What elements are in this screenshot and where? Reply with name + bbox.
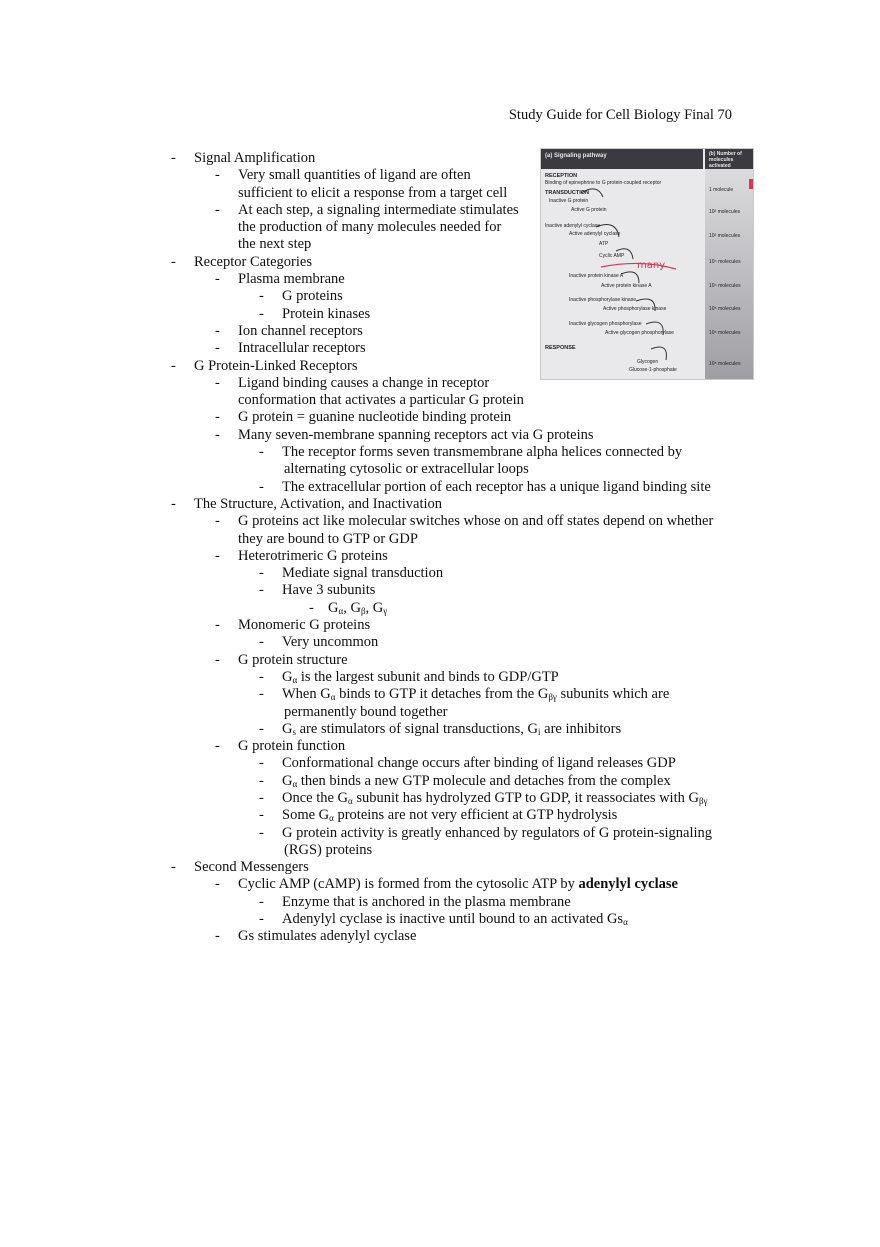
bullet-dash: - <box>215 374 220 391</box>
outline-text: Second Messengers <box>194 859 309 876</box>
figure-label: Active protein kinase A <box>601 283 652 289</box>
figure-count: 10² molecules <box>709 233 741 239</box>
outline-item <box>171 634 741 651</box>
outline-text: Once the $G_\alpha$ subunit has hydrolyzed GTP to GDP, it reassociates with $G_{\beta\gamma}$ <box>282 789 708 806</box>
outline-text: Cyclic AMP (cAMP) is formed from the cytosolic ATP by adenylyl cyclase <box>238 876 678 893</box>
bullet-dash: - <box>171 859 176 876</box>
outline-item <box>171 911 741 928</box>
outline-text: Heterotrimeric G proteins <box>238 547 388 564</box>
outline-text: $G_\alpha$ then binds a new GTP molecule and detaches from the complex <box>282 772 671 789</box>
outline-text: Ion channel receptors <box>238 322 363 339</box>
outline-text: G protein structure <box>238 651 348 668</box>
outline-text: Signal Amplification <box>194 150 316 166</box>
bullet-dash: - <box>171 357 176 374</box>
figure-count: 10² molecules <box>709 209 741 215</box>
figure-count: 1 molecule <box>709 187 734 193</box>
outline-item <box>171 876 741 893</box>
bullet-dash: - <box>259 634 264 651</box>
outline-item <box>171 807 741 824</box>
outline-text: Plasma membrane <box>238 271 345 288</box>
outline-text: Protein kinases <box>282 305 371 322</box>
outline-text: G protein = guanine nucleotide binding protein <box>238 409 512 426</box>
bullet-dash: - <box>259 755 264 772</box>
outline-text: The Structure, Activation, and Inactivation <box>194 495 443 512</box>
figure-label: Binding of epinephrine to G protein-coupled receptor <box>545 180 662 186</box>
bullet-dash: - <box>259 288 264 305</box>
outline-item <box>171 427 741 444</box>
signaling-pathway-figure <box>540 148 754 380</box>
outline-item <box>171 444 741 461</box>
outline-text: conformation that activates a particular G protein <box>238 392 524 409</box>
page-header: Study Guide for Cell Biology Final 70 <box>508 107 732 123</box>
outline-text: Ligand binding causes a change in receptor <box>238 374 490 391</box>
bullet-dash: - <box>309 599 314 616</box>
outline-item <box>171 548 741 565</box>
outline-text: (RGS) proteins <box>284 841 373 858</box>
figure-label: Cyclic AMP <box>599 253 625 259</box>
outline-text: the next step <box>238 236 312 253</box>
bullet-dash: - <box>215 409 220 426</box>
outline-item <box>171 773 741 790</box>
bullet-dash: - <box>259 772 264 789</box>
outline-item <box>171 859 741 876</box>
bullet-dash: - <box>259 789 264 806</box>
outline-continuation <box>171 704 741 721</box>
bullet-dash: - <box>259 478 264 495</box>
outline-text: $G_\alpha$ is the largest subunit and binds to GDP/GTP <box>282 668 559 685</box>
figure-annotation-text: many <box>637 260 666 271</box>
bullet-dash: - <box>259 582 264 599</box>
bullet-dash: - <box>215 340 220 357</box>
figure-count: 10⁶ molecules <box>709 330 741 336</box>
outline-text: Adenylyl cyclase is inactive until bound to an activated $Gs_\alpha$ <box>282 911 628 928</box>
bullet-dash: - <box>215 651 220 668</box>
bullet-dash: - <box>259 720 264 737</box>
outline-text: Receptor Categories <box>194 253 312 270</box>
outline-text: $G_\alpha$, $G_\beta$, $G_\gamma$ <box>328 599 388 616</box>
bullet-dash: - <box>259 807 264 824</box>
figure-label: Inactive phosphorylase kinase <box>569 297 636 303</box>
outline-item <box>171 652 741 669</box>
outline-item <box>171 409 741 426</box>
outline-text: Intracellular receptors <box>238 340 366 357</box>
outline-text: Gs stimulates adenylyl cyclase <box>238 928 417 945</box>
outline-item <box>171 928 741 945</box>
outline-text: G proteins <box>282 288 343 305</box>
outline-item <box>171 686 741 703</box>
outline-item <box>171 582 741 599</box>
outline-continuation <box>171 461 741 478</box>
figure-label: Active adenylyl cyclase <box>569 231 621 237</box>
outline-text: Have 3 subunits <box>282 582 376 599</box>
figure-count: 10⁸ molecules <box>709 361 741 367</box>
outline-item <box>171 790 741 807</box>
outline-text: G protein function <box>238 738 346 755</box>
bullet-dash: - <box>171 150 176 166</box>
bullet-dash: - <box>259 305 264 322</box>
figure-label: Inactive glycogen phosphorylase <box>569 321 642 327</box>
figure-label: TRANSDUCTION <box>545 190 589 196</box>
outline-text: Monomeric G proteins <box>238 617 371 634</box>
figure-pathway-header: (a) Signaling pathway <box>541 149 703 169</box>
figure-label: ATP <box>599 241 609 247</box>
figure-label: Inactive protein kinase A <box>569 273 624 279</box>
outline-item <box>171 565 741 582</box>
outline-item <box>171 513 741 530</box>
figure-count: 10⁴ molecules <box>709 283 741 289</box>
outline-continuation <box>171 392 741 409</box>
figure-label: Active G protein <box>571 207 607 213</box>
outline-text: permanently bound together <box>284 703 448 720</box>
outline-text: Conformational change occurs after binding of ligand releases GDP <box>282 755 676 772</box>
outline-text: The receptor forms seven transmembrane alpha helices connected by <box>282 444 683 461</box>
figure-count-header: (b) Number of molecules activated <box>705 149 753 169</box>
outline-text: the production of many molecules needed for <box>238 219 502 236</box>
bullet-dash: - <box>215 167 220 184</box>
outline-text: Some $G_\alpha$ proteins are not very efficient at GTP hydrolysis <box>282 807 618 824</box>
outline-continuation <box>171 842 741 859</box>
bullet-dash: - <box>215 738 220 755</box>
bullet-dash: - <box>259 911 264 928</box>
outline-item <box>171 721 741 738</box>
bullet-dash: - <box>259 893 264 910</box>
bullet-dash: - <box>215 271 220 288</box>
bullet-dash: - <box>215 513 220 530</box>
outline-item <box>171 600 741 617</box>
outline-item <box>171 496 741 513</box>
outline-text: Enzyme that is anchored in the plasma membrane <box>282 893 571 910</box>
bullet-dash: - <box>259 668 264 685</box>
figure-label: Inactive adenylyl cyclase <box>545 223 601 229</box>
figure-label: RESPONSE <box>545 345 576 351</box>
bullet-dash: - <box>259 686 264 703</box>
outline-text: When $G_\alpha$ binds to GTP it detaches from the $G_{\beta\gamma}$ subunits which are <box>282 686 670 703</box>
outline-item <box>171 755 741 772</box>
bullet-dash: - <box>215 617 220 634</box>
outline-text: At each step, a signaling intermediate stimulates <box>238 201 519 218</box>
outline-text: G proteins act like molecular switches whose on and off states depend on whether <box>238 513 714 530</box>
outline-text: Very uncommon <box>282 634 379 651</box>
outline-text: they are bound to GTP or GDP <box>238 530 418 547</box>
outline-text: Many seven-membrane spanning receptors act via G proteins <box>238 426 594 443</box>
bullet-dash: - <box>215 201 220 218</box>
outline-item <box>171 479 741 496</box>
outline-text: Mediate signal transduction <box>282 565 444 582</box>
outline-item <box>171 617 741 634</box>
outline-text: alternating cytosolic or extracellular loops <box>284 461 529 478</box>
outline-item <box>171 738 741 755</box>
bullet-dash: - <box>259 565 264 582</box>
outline-item <box>171 894 741 911</box>
figure-label: RECEPTION <box>545 173 578 179</box>
outline-text: G Protein-Linked Receptors <box>194 357 358 374</box>
bullet-dash: - <box>215 322 220 339</box>
outline-text: sufficient to elicit a response from a target cell <box>238 184 508 201</box>
outline-text: $G_s$ are stimulators of signal transductions, $G_i$ are inhibitors <box>282 720 622 737</box>
outline-text: Very small quantities of ligand are often <box>238 167 471 184</box>
bullet-dash: - <box>215 426 220 443</box>
bullet-dash: - <box>171 253 176 270</box>
bullet-dash: - <box>171 495 176 512</box>
outline-text: G protein activity is greatly enhanced by regulators of G protein-signaling <box>282 824 713 841</box>
outline-continuation <box>171 531 741 548</box>
figure-label: Glucose-1-phosphate <box>629 367 677 373</box>
bullet-dash: - <box>215 876 220 893</box>
figure-label: Glycogen <box>637 359 659 365</box>
figure-count: 10⁴ molecules <box>709 259 741 265</box>
bullet-dash: - <box>259 824 264 841</box>
bullet-dash: - <box>215 547 220 564</box>
figure-count: 10⁵ molecules <box>709 306 741 312</box>
bullet-dash: - <box>259 444 264 461</box>
outline-item <box>171 669 741 686</box>
figure-label: Inactive G protein <box>549 198 589 204</box>
bullet-dash: - <box>215 928 220 945</box>
figure-label: Active glycogen phosphorylase <box>605 330 674 336</box>
outline-item <box>171 825 741 842</box>
figure-label: Active phosphorylase kinase <box>603 306 667 312</box>
outline-text: The extracellular portion of each receptor has a unique ligand binding site <box>282 478 711 495</box>
